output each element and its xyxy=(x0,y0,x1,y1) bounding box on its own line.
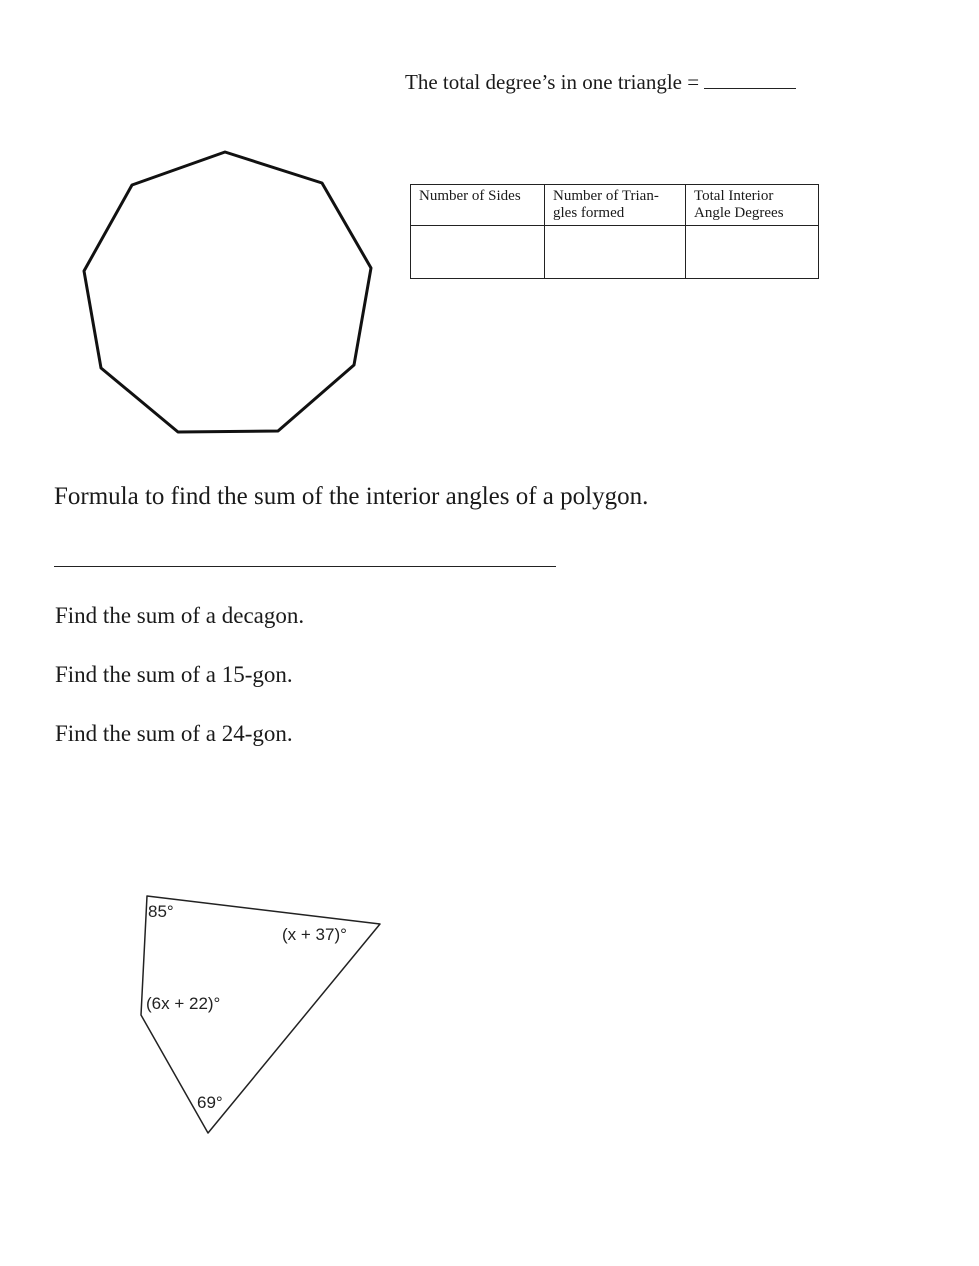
angle-label-85: 85° xyxy=(148,902,174,921)
angle-label-6x-plus-22: (6x + 22)° xyxy=(146,994,221,1013)
header-triangles-formed xyxy=(545,185,686,226)
header-line: Total Interior xyxy=(694,188,774,204)
table-cell-sides[interactable] xyxy=(411,226,545,279)
table-cell-triangles[interactable] xyxy=(545,226,686,279)
header-line: Number of Trian- xyxy=(553,188,659,204)
angle-label-69: 69° xyxy=(197,1093,223,1112)
table-row xyxy=(411,226,819,279)
header-number-of-sides xyxy=(411,185,545,226)
question-decagon: Find the sum of a decagon. xyxy=(55,603,305,628)
triangle-degrees-blank[interactable] xyxy=(704,70,796,89)
table-cell-degrees[interactable] xyxy=(686,226,819,279)
question-15-gon: Find the sum of a 15-gon. xyxy=(55,662,293,687)
angle-label-x-plus-37: (x + 37)° xyxy=(282,925,347,944)
nonagon-shape xyxy=(84,152,371,432)
question-24-gon: Find the sum of a 24-gon. xyxy=(55,721,293,746)
table-header-row xyxy=(411,185,819,226)
polygon-table xyxy=(410,184,819,279)
formula-answer-line[interactable] xyxy=(54,566,556,567)
header-line: Number of Sides xyxy=(419,188,521,204)
triangle-degrees-question xyxy=(405,70,796,95)
formula-prompt: Formula to find the sum of the interior angles of a polygon. xyxy=(54,483,649,510)
header-line: Angle Degrees xyxy=(694,205,784,221)
header-line: gles formed xyxy=(553,205,625,221)
header-total-interior-degrees xyxy=(686,185,819,226)
triangle-degrees-text: The total degree’s in one triangle = xyxy=(405,70,700,94)
